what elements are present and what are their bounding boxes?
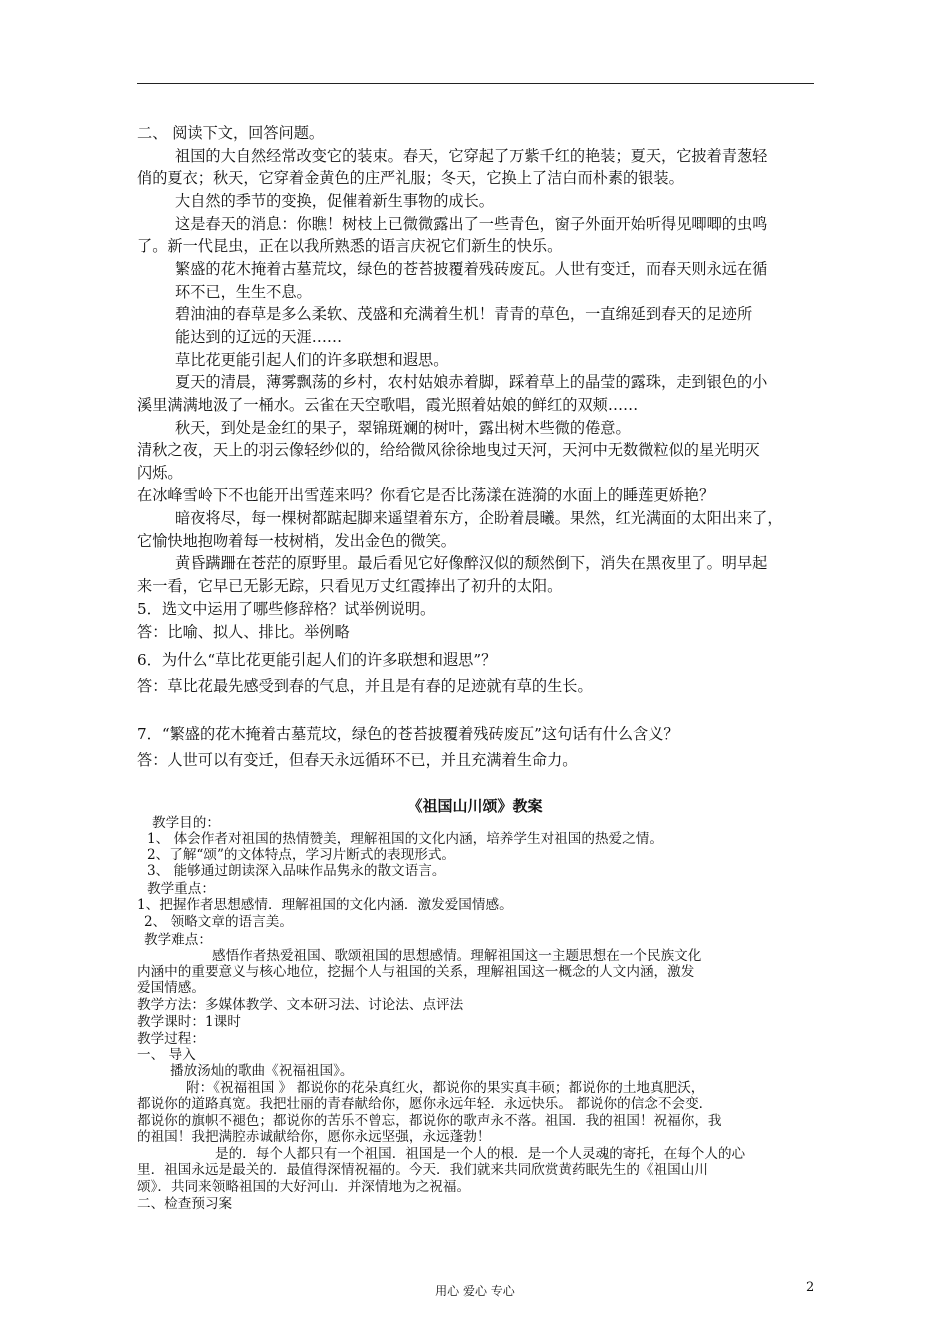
text-line: 教学难点： xyxy=(144,932,212,948)
text-line: 爱国情感。 xyxy=(137,980,205,996)
text-line: 来一看，它早已无影无踪，只看见万丈红霞捧出了初升的太阳。 xyxy=(137,577,563,595)
page-footer: 用心 爱心 专心 xyxy=(435,1284,515,1298)
text-line: 暗夜将尽，每一棵树都踮起脚来遥望着东方，企盼着晨曦。果然，红光满面的太阳出来了， xyxy=(175,509,783,527)
text-line: 的祖国！我把满腔赤诚献给你，愿你永远坚强，永远蓬勃！ xyxy=(137,1129,491,1145)
text-line: 了。新一代昆虫，正在以我所熟悉的语言庆祝它们新生的快乐。 xyxy=(137,237,563,255)
text-line: 教学目的： xyxy=(152,815,220,831)
text-line: 繁盛的花木掩着古墓荒坟，绿色的苍苔披覆着残砖废瓦。人世有变迁，而春天则永远在循 xyxy=(175,260,768,278)
text-line: 溪里满满地汲了一桶水。云雀在天空歌唱，霞光照着姑娘的鲜红的双颊…… xyxy=(137,396,639,414)
text-line: 播放汤灿的歌曲《祝福祖国》。 xyxy=(170,1063,354,1079)
text-line: 1、把握作者思想感情．理解祖国的文化内涵．激发爱国情感。 xyxy=(137,897,513,913)
text-line: 二、检查预习案 xyxy=(137,1196,233,1212)
text-line: 能达到的辽远的天涯…… xyxy=(175,328,343,346)
text-line: 一、 导入 xyxy=(137,1047,196,1063)
text-line: 1、 体会作者对祖国的热情赞美，理解祖国的文化内涵，培养学生对祖国的热爱之情。 xyxy=(147,831,663,847)
text-line: 它愉快地抱吻着每一枝树梢，发出金色的微笑。 xyxy=(137,532,456,550)
question-6: 6．为什么“草比花更能引起人们的许多联想和遐思”？ xyxy=(137,651,497,669)
lesson-plan-title: 《祖国山川颂》教案 xyxy=(407,797,543,815)
header-rule xyxy=(137,83,814,84)
text-line: 祖国的大自然经常改变它的装束。春天，它穿起了万紫千红的艳装；夏天，它披着青葱轻 xyxy=(175,147,768,165)
text-line: 黄昏蹒跚在苍茫的原野里。最后看见它好像醉汉似的颓然倒下，消失在黑夜里了。明早起 xyxy=(175,554,768,572)
text-line: 在冰峰雪岭下不也能开出雪莲来吗？你看它是否比荡漾在涟漪的水面上的睡莲更娇艳？ xyxy=(137,486,715,504)
text-line: 教学课时：1课时 xyxy=(137,1014,241,1030)
text-line: 教学过程： xyxy=(137,1031,205,1047)
text-line: 碧油油的春草是多么柔软、茂盛和充满着生机！青青的草色，一直绵延到春天的足迹所 xyxy=(175,305,753,323)
text-line: 都说你的旗帜不褪色；都说你的苦乐不曾忘，都说你的歌声永不落。祖国．我的祖国！祝福你，我 xyxy=(137,1113,722,1129)
answer-7: 答：人世可以有变迁，但春天永远循环不已，并且充满着生命力。 xyxy=(137,751,578,769)
page-number: 2 xyxy=(806,1280,815,1295)
text-line: 清秋之夜，天上的羽云像轻纱似的，给给微风徐徐地曳过天河，天河中无数微粒似的星光明灭 xyxy=(137,441,760,459)
text-line: 教学重点： xyxy=(147,881,215,897)
answer-5: 答：比喻、拟人、排比。举例略 xyxy=(137,623,350,641)
text-line: 是的．每个人都只有一个祖国．祖国是一个人的根．是一个人灵魂的寄托，在每个人的心 xyxy=(215,1146,746,1162)
text-line: 秋天，到处是金红的果子，翠锦斑斓的树叶，露出树木些微的倦意。 xyxy=(175,419,631,437)
text-line: 这是春天的消息：你瞧！树枝上已微微露出了一些青色，窗子外面开始听得见唧唧的虫鸣 xyxy=(175,215,768,233)
text-line: 内涵中的重要意义与核心地位，挖掘个人与祖国的关系，理解祖国这一概念的人文内涵，激发 xyxy=(137,964,695,980)
text-line: 闪烁。 xyxy=(137,464,183,482)
text-line: 感悟作者热爱祖国、歌颂祖国的思想感情。理解祖国这一主题思想在一个民族文化 xyxy=(212,948,702,964)
text-line: 教学方法：多媒体教学、文本研习法、讨论法、点评法 xyxy=(137,997,464,1013)
question-5: 5．选文中运用了哪些修辞格？试举例说明。 xyxy=(137,600,436,618)
text-line: 夏天的清晨，薄雾飘荡的乡村，农村姑娘赤着脚，踩着草上的晶莹的露珠，走到银色的小 xyxy=(175,373,768,391)
text-line: 俏的夏衣；秋天，它穿着金黄色的庄严礼服；冬天，它换上了洁白而朴素的银装。 xyxy=(137,169,684,187)
text-line: 3、 能够通过朗读深入品味作品隽永的散文语言。 xyxy=(147,863,446,879)
text-line: 颂》．共同来领略祖国的大好河山．并深情地为之祝福。 xyxy=(137,1179,471,1195)
question-7: 7．“繁盛的花木掩着古墓荒坟，绿色的苍苔披覆着残砖废瓦”这句话有什么含义？ xyxy=(137,725,679,743)
answer-6: 答：草比花最先感受到春的气息，并且是有春的足迹就有草的生长。 xyxy=(137,677,593,695)
text-line: 环不已，生生不息。 xyxy=(175,283,312,301)
section-heading: 二、 阅读下文，回答问题。 xyxy=(137,124,325,142)
text-line: 都说你的道路真宽。我把壮丽的青春献给你，愿你永远年轻．永远快乐。 都说你的信念不会变． xyxy=(137,1096,713,1112)
text-line: 里．祖国永远是最关的．最值得深情祝福的。今天．我们就来共同欣赏黄药眠先生的《祖国山川 xyxy=(137,1162,708,1178)
text-line: 附：《祝福祖国 》 都说你的花朵真红火，都说你的果实真丰硕；都说你的土地真肥沃， xyxy=(186,1080,705,1096)
text-line: 大自然的季节的变换，促催着新生事物的成长。 xyxy=(175,192,494,210)
text-line: 草比花更能引起人们的许多联想和遐思。 xyxy=(175,351,449,369)
text-line: 2、了解“颂”的文体特点，学习片断式的表现形式。 xyxy=(147,847,456,863)
text-line: 2、 领略文章的语言美。 xyxy=(144,914,293,930)
